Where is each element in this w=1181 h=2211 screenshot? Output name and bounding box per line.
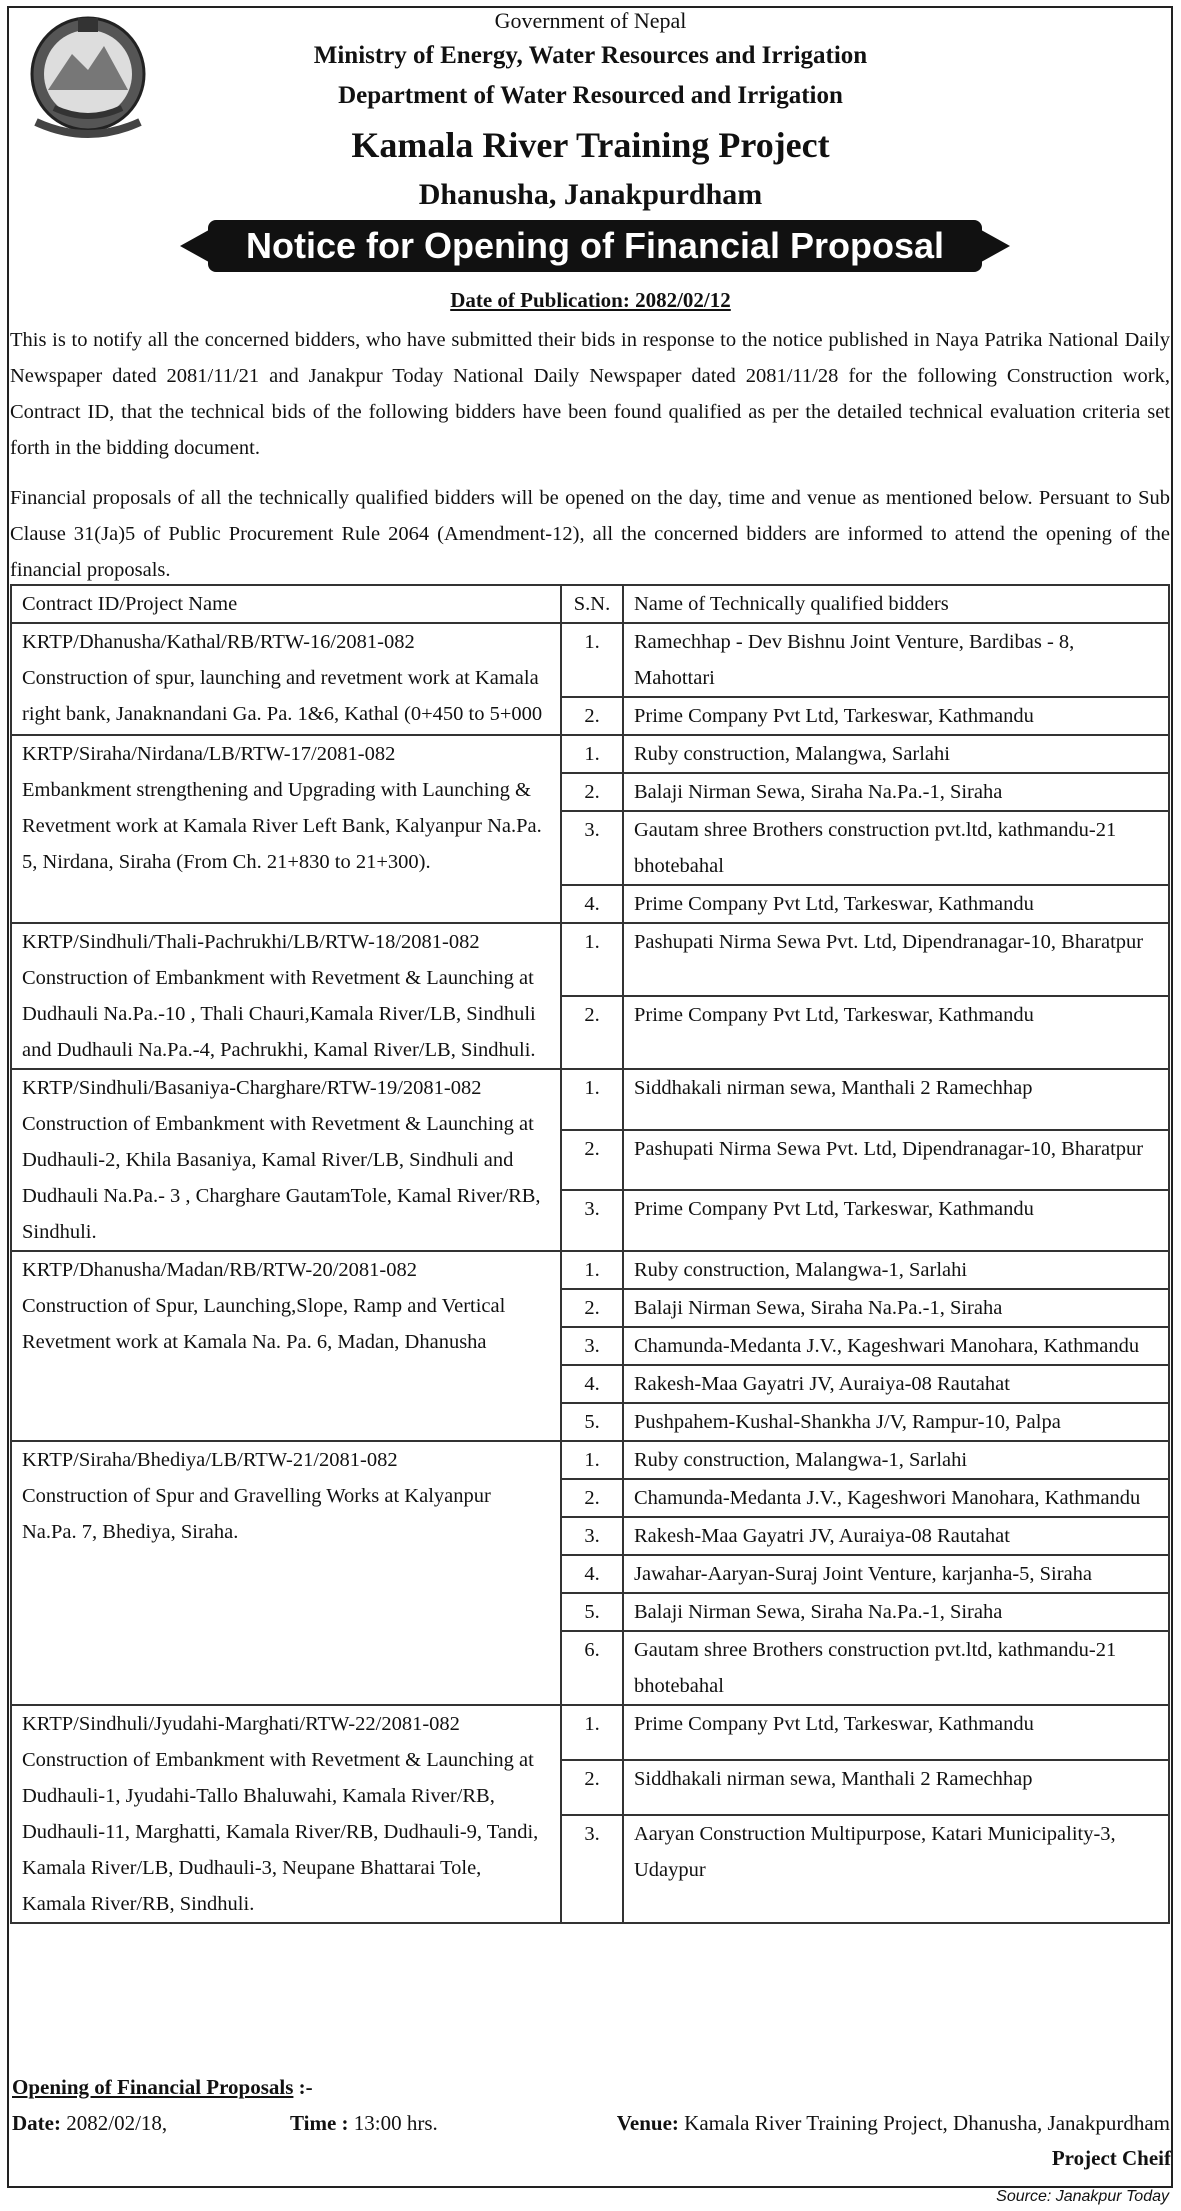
- table-row: [11, 1441, 1169, 1479]
- bidder-name: Pashupati Nirma Sewa Pvt. Ltd, Dipendranagar-10, Bharatpur: [623, 923, 1169, 996]
- opening-time: [290, 2111, 438, 2136]
- date-label: Date:: [12, 2111, 61, 2135]
- bidder-name: Rakesh-Maa Gayatri JV, Auraiya-08 Rautahat: [623, 1517, 1169, 1555]
- ministry-title: Ministry of Energy, Water Resources and Irrigation: [313, 42, 868, 69]
- bidder-name: Pushpahem-Kushal-Shankha J/V, Rampur-10, Palpa: [623, 1403, 1169, 1441]
- bidder-name: Siddhakali nirman sewa, Manthali 2 Ramechhap: [623, 1069, 1169, 1130]
- bidder-sn: 2.: [561, 996, 623, 1069]
- table-row: [11, 623, 1169, 697]
- bidder-name: Gautam shree Brothers construction pvt.ltd, kathmandu-21 bhotebahal: [623, 811, 1169, 885]
- bidder-name: Prime Company Pvt Ltd, Tarkeswar, Kathmandu: [623, 697, 1169, 735]
- bidder-sn: 3.: [561, 1517, 623, 1555]
- bidder-sn: 3.: [561, 1190, 623, 1251]
- bidder-sn: 1.: [561, 1705, 623, 1760]
- bidder-name: Ramechhap - Dev Bishnu Joint Venture, Bardibas - 8, Mahottari: [623, 623, 1169, 697]
- bidder-sn: 4.: [561, 1555, 623, 1593]
- bidder-sn: 2.: [561, 1760, 623, 1815]
- contract-cell: [11, 735, 561, 923]
- project-title: Kamala River Training Project: [351, 125, 830, 165]
- bidder-sn: 4.: [561, 1365, 623, 1403]
- table-row: [11, 923, 1169, 996]
- bidder-sn: 2.: [561, 1479, 623, 1517]
- bidder-sn: 6.: [561, 1631, 623, 1705]
- contract-description: Construction of Embankment with Revetment & Launching at Dudhauli-2, Khila Basaniya, Kamal River/LB, Sindhuli and Dudhauli Na.Pa.- 3 , Charghare GautamTole, Kamal River/RB, Sindhuli.: [22, 1113, 541, 1243]
- signatory: Project Cheif: [1051, 2146, 1171, 2170]
- bidder-sn: 2.: [561, 1130, 623, 1191]
- notice-banner: [180, 220, 1010, 272]
- date-value: 2082/02/18,: [60, 2111, 168, 2135]
- bidder-sn: 1.: [561, 735, 623, 773]
- contract-cell: [11, 623, 561, 735]
- bidder-name: Rakesh-Maa Gayatri JV, Auraiya-08 Rautahat: [623, 1365, 1169, 1403]
- bidder-sn: 3.: [561, 1815, 623, 1923]
- bidder-sn: 1.: [561, 623, 623, 697]
- table-header-row: [11, 585, 1169, 623]
- contract-id: KRTP/Siraha/Bhediya/LB/RTW-21/2081-082: [22, 1449, 398, 1471]
- government-title: Government of Nepal: [494, 8, 687, 33]
- opening-heading-text: Opening of Financial Proposals: [12, 2075, 294, 2099]
- time-label: Time :: [290, 2111, 349, 2135]
- bidder-name: Ruby construction, Malangwa-1, Sarlahi: [623, 1441, 1169, 1479]
- contract-cell: [11, 1705, 561, 1923]
- bidder-name: Prime Company Pvt Ltd, Tarkeswar, Kathmandu: [623, 996, 1169, 1069]
- bidder-name: Gautam shree Brothers construction pvt.ltd, kathmandu-21 bhotebahal: [623, 1631, 1169, 1705]
- bidder-name: Chamunda-Medanta J.V., Kageshwari Manohara, Kathmandu: [623, 1327, 1169, 1365]
- contract-description: Construction of Spur, Launching,Slope, Ramp and Vertical Revetment work at Kamala Na. Pa. 6, Madan, Dhanusha: [22, 1295, 506, 1353]
- project-location: Dhanusha, Janakpurdham: [418, 178, 763, 211]
- qualified-bidders-table: [10, 584, 1170, 1924]
- bidder-sn: 3.: [561, 811, 623, 885]
- time-value: 13:00 hrs.: [348, 2111, 438, 2135]
- bidder-sn: 1.: [561, 1251, 623, 1289]
- bidder-name: Pashupati Nirma Sewa Pvt. Ltd, Dipendranagar-10, Bharatpur: [623, 1130, 1169, 1191]
- opening-heading-suffix: :-: [293, 2075, 313, 2099]
- bidder-sn: 4.: [561, 885, 623, 923]
- contract-cell: [11, 923, 561, 1069]
- bidder-name: Prime Company Pvt Ltd, Tarkeswar, Kathmandu: [623, 1705, 1169, 1760]
- bidder-name: Balaji Nirman Sewa, Siraha Na.Pa.-1, Siraha: [623, 773, 1169, 811]
- venue-label: Venue:: [616, 2111, 679, 2135]
- bidder-name: Siddhakali nirman sewa, Manthali 2 Ramechhap: [623, 1760, 1169, 1815]
- bidder-name: Aaryan Construction Multipurpose, Katari Municipality-3, Udaypur: [623, 1815, 1169, 1923]
- bidder-sn: 3.: [561, 1327, 623, 1365]
- intro-paragraph: This is to notify all the concerned bidders, who have submitted their bids in response to the notice published in Naya Patrika National Daily Newspaper dated 2081/11/21 and Janakpur Today National Daily Newspaper dated 2081/11/28 for the following Construction work, Contract ID, that the technical bids of the following bidders have been found qualified as per the detailed technical evaluation criteria set forth in the bidding document.: [10, 329, 1170, 459]
- venue-value: Kamala River Training Project, Dhanusha, Janakpurdham: [678, 2111, 1170, 2135]
- contract-id: KRTP/Sindhuli/Thali-Pachrukhi/LB/RTW-18/2081-082: [22, 931, 480, 953]
- department-title: Department of Water Resourced and Irrigation: [338, 82, 843, 109]
- opening-date: [12, 2111, 167, 2136]
- bidder-sn: 5.: [561, 1403, 623, 1441]
- contract-cell: [11, 1251, 561, 1441]
- bidder-sn: 2.: [561, 773, 623, 811]
- bidder-sn: 1.: [561, 1441, 623, 1479]
- header-contract: Contract ID/Project Name: [11, 585, 561, 623]
- contract-id: KRTP/Dhanusha/Kathal/RB/RTW-16/2081-082: [22, 631, 415, 653]
- contract-description: Construction of Embankment with Revetment & Launching at Dudhauli-1, Jyudahi-Tallo Bhaluwahi, Kamala River/RB, Dudhauli-11, Marghatti, Kamala River/RB, Dudhauli-9, Tandi, Kamala River/LB, Dudhauli-3, Neupane Bhattarai Tole, Kamala River/RB, Sindhuli.: [22, 1749, 539, 1915]
- opening-paragraph: Financial proposals of all the technically qualified bidders will be opened on the day, time and venue as mentioned below. Persuant to Sub Clause 31(Ja)5 of Public Procurement Rule 2064 (Amendment-12), all the concerned bidders are informed to attend the opening of the financial proposals.: [10, 487, 1170, 581]
- contract-cell: [11, 1441, 561, 1705]
- opening-venue: [617, 2111, 1170, 2136]
- bidder-sn: 2.: [561, 1289, 623, 1327]
- bidder-sn: 2.: [561, 697, 623, 735]
- bidder-name: Prime Company Pvt Ltd, Tarkeswar, Kathmandu: [623, 1190, 1169, 1251]
- bidder-name: Jawahar-Aaryan-Suraj Joint Venture, karjanha-5, Siraha: [623, 1555, 1169, 1593]
- bidder-sn: 5.: [561, 1593, 623, 1631]
- bidder-sn: 1.: [561, 1069, 623, 1130]
- bidder-name: Balaji Nirman Sewa, Siraha Na.Pa.-1, Siraha: [623, 1289, 1169, 1327]
- table-row: [11, 735, 1169, 773]
- contract-id: KRTP/Sindhuli/Jyudahi-Marghati/RTW-22/2081-082: [22, 1713, 460, 1735]
- bidder-name: Prime Company Pvt Ltd, Tarkeswar, Kathmandu: [623, 885, 1169, 923]
- contract-id: KRTP/Siraha/Nirdana/LB/RTW-17/2081-082: [22, 743, 396, 765]
- contract-id: KRTP/Dhanusha/Madan/RB/RTW-20/2081-082: [22, 1259, 417, 1281]
- source-credit: Source: Janakpur Today: [996, 2188, 1169, 2205]
- publication-date: Date of Publication: 2082/02/12: [450, 288, 731, 312]
- notice-title: Notice for Opening of Financial Proposal: [245, 225, 945, 266]
- bidder-name: Chamunda-Medanta J.V., Kageshwori Manohara, Kathmandu: [623, 1479, 1169, 1517]
- contract-id: KRTP/Sindhuli/Basaniya-Charghare/RTW-19/2081-082: [22, 1077, 482, 1099]
- contract-description: Construction of spur, launching and revetment work at Kamala right bank, Janaknandani Ga. Pa. 1&6, Kathal (0+450 to 5+000: [22, 667, 543, 725]
- contract-cell: [11, 1069, 561, 1251]
- contract-description: Embankment strengthening and Upgrading with Launching & Revetment work at Kamala River Left Bank, Kalyanpur Na.Pa. 5, Nirdana, Siraha (From Ch. 21+830 to 21+300).: [22, 779, 542, 873]
- table-row: [11, 1705, 1169, 1760]
- contract-description: Construction of Spur and Gravelling Works at Kalyanpur Na.Pa. 7, Bhediya, Siraha.: [22, 1485, 491, 1543]
- header-sn: S.N.: [561, 585, 623, 623]
- bidder-name: Balaji Nirman Sewa, Siraha Na.Pa.-1, Siraha: [623, 1593, 1169, 1631]
- contract-description: Construction of Embankment with Revetment & Launching at Dudhauli Na.Pa.-10 , Thali Chauri,Kamala River/LB, Sindhuli and Dudhauli Na.Pa.-4, Pachrukhi, Kamal River/LB, Sindhuli.: [22, 967, 536, 1061]
- bidder-name: Ruby construction, Malangwa-1, Sarlahi: [623, 1251, 1169, 1289]
- table-row: [11, 1069, 1169, 1130]
- header-bidders: Name of Technically qualified bidders: [623, 585, 1169, 623]
- table-row: [11, 1251, 1169, 1289]
- bidder-name: Ruby construction, Malangwa, Sarlahi: [623, 735, 1169, 773]
- bidder-sn: 1.: [561, 923, 623, 996]
- opening-heading: [12, 2075, 313, 2100]
